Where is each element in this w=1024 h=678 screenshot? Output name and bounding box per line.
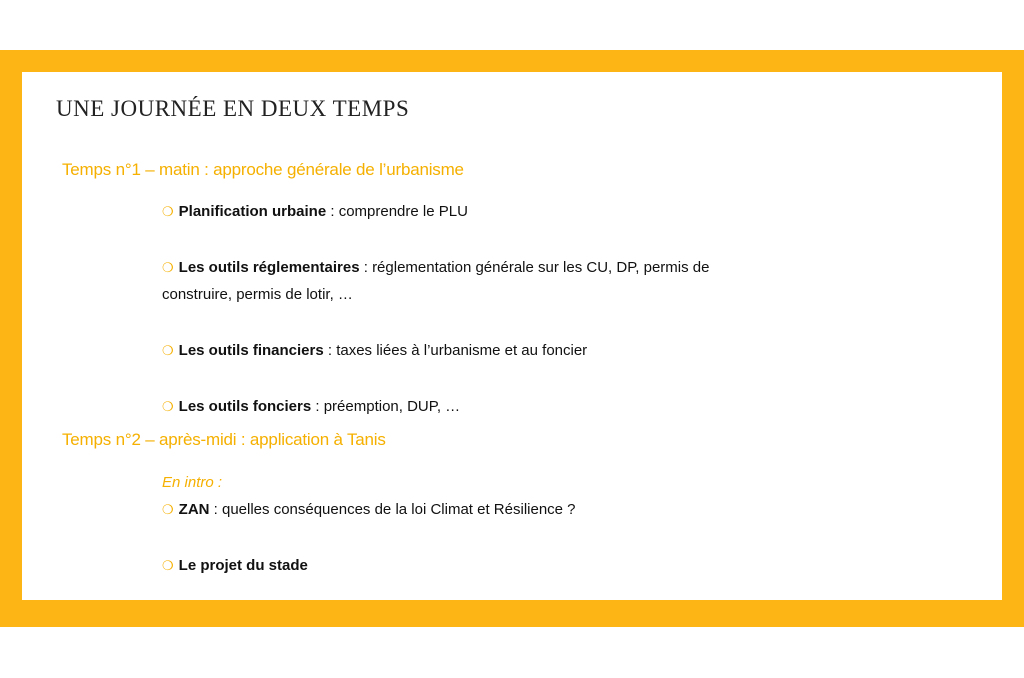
bullet-bold: Planification urbaine <box>178 203 327 220</box>
section-heading-2: Temps n°2 – après-midi : application à Tanis <box>62 430 386 449</box>
circle-outline-icon: ❍ <box>162 204 174 219</box>
slide-title: UNE JOURNÉE EN DEUX TEMPS <box>56 96 410 121</box>
bullet-bold: Les outils réglementaires <box>178 259 360 276</box>
bullet-text-continued: construire, permis de lotir, … <box>162 286 353 303</box>
bullet-text: : quelles conséquences de la loi Climat et Résilience ? <box>209 501 576 518</box>
bullet-bold: Les outils financiers <box>178 342 324 359</box>
bullet-text: : taxes liées à l’urbanisme et au foncier <box>323 342 588 359</box>
circle-outline-icon: ❍ <box>162 558 174 573</box>
bullet-bold: Le projet du stade <box>178 557 308 574</box>
slide <box>22 72 1002 600</box>
section-heading-1: Temps n°1 – matin : approche générale de l’urbanisme <box>62 160 464 179</box>
circle-outline-icon: ❍ <box>162 343 174 358</box>
bullet-item <box>162 552 308 579</box>
bullet-item <box>162 393 460 420</box>
bullet-item <box>162 496 576 523</box>
bullet-bold: ZAN <box>178 501 210 518</box>
circle-outline-icon: ❍ <box>162 399 174 414</box>
bullet-bold: Les outils fonciers <box>178 398 312 415</box>
bullet-item <box>162 254 709 308</box>
bullet-text: : réglementation générale sur les CU, DP, permis de <box>359 259 710 276</box>
bullet-item <box>162 198 468 225</box>
intro-label: En intro : <box>162 474 223 491</box>
circle-outline-icon: ❍ <box>162 260 174 275</box>
bullet-text: : comprendre le PLU <box>326 203 468 220</box>
bullet-text: : préemption, DUP, … <box>311 398 461 415</box>
circle-outline-icon: ❍ <box>162 502 174 517</box>
bullet-item <box>162 337 587 364</box>
